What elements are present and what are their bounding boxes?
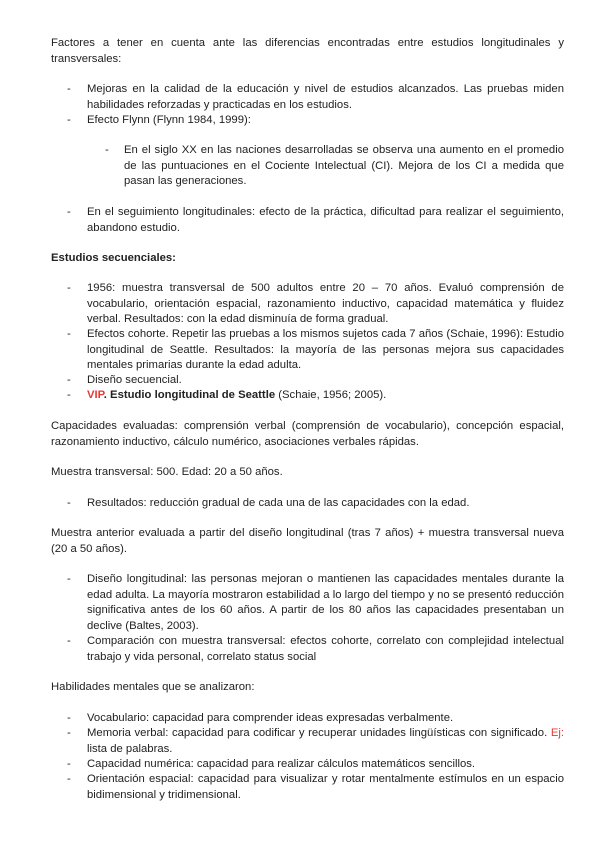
vip-title: . Estudio longitudinal de Seattle: [103, 389, 276, 401]
list-item-text: Orientación espacial: capacidad para visualizar y rotar mentalmente estímulos en un espacio bidimensional y tridimensional.: [87, 773, 564, 801]
list-item-resultados: [51, 496, 564, 512]
list-item-flynn: [51, 113, 564, 129]
list-item-longitudinal: [51, 572, 564, 634]
list-item-numerica: [51, 757, 564, 773]
memoria-text: Memoria verbal: capacidad para codificar y recuperar unidades lingüísticas con significado.: [87, 727, 551, 739]
list-item-text: Diseño secuencial.: [87, 374, 182, 386]
bullet-dash: -: [67, 206, 71, 218]
bullet-dash: -: [67, 635, 71, 647]
intro-paragraph: Factores a tener en cuenta ante las diferencias encontradas entre estudios longitudinales y transversales:: [51, 37, 564, 65]
list-item-mejoras: [51, 82, 564, 113]
list-item-text: En el siglo XX en las naciones desarrolladas se observa una aumento en el promedio de las puntuaciones en el Cociente Intelectual (CI). Mejora de los CI a medida que pasan las generaciones.: [124, 144, 564, 187]
list-item-text: Capacidad numérica: capacidad para realizar cálculos matemáticos sencillos.: [87, 758, 476, 770]
list-item-memoria: [51, 726, 564, 757]
capacidades-paragraph: Capacidades evaluadas: comprensión verbal (comprensión de vocabulario), concepción espacial, razonamiento inductivo, cálculo numérico, asociaciones verbales rápidas.: [51, 420, 564, 448]
list-item-text: Comparación con muestra transversal: efectos cohorte, correlato con complejidad intelectual trabajo y vida personal, correlato status social: [87, 635, 564, 663]
bullet-dash: -: [67, 114, 71, 126]
habilidades-paragraph: Habilidades mentales que se analizaron:: [51, 681, 255, 693]
bullet-dash: -: [67, 282, 71, 294]
bullet-dash: -: [105, 144, 109, 156]
ej-label: Ej:: [550, 727, 564, 739]
list-item-cohorte: [51, 327, 564, 374]
list-item-flynn-sub: [51, 143, 564, 190]
muestra-anterior-paragraph: Muestra anterior evaluada a partir del diseño longitudinal (tras 7 años) + muestra transversal nueva (20 a 50 años).: [51, 527, 564, 555]
list-item-orientacion: [51, 772, 564, 803]
list-item-text: Vocabulario: capacidad para comprender ideas expresadas verbalmente.: [87, 712, 454, 724]
bullet-dash: -: [67, 712, 71, 724]
list-item-text: [87, 388, 564, 404]
section-heading: Estudios secuenciales:: [51, 252, 176, 264]
list-item-text: [87, 726, 564, 757]
list-item-1956: [51, 281, 564, 328]
bullet-dash: -: [67, 374, 71, 386]
list-item-seguimiento: [51, 205, 564, 236]
bullet-dash: -: [67, 758, 71, 770]
bullet-dash: -: [67, 389, 71, 401]
list-item-text: Efectos cohorte. Repetir las pruebas a los mismos sujetos cada 7 años (Schaie, 1996): Estudio longitudinal de Seattle. Resultados: la mayoría de las personas mejora sus capacidades mentales primarias durante la edad adulta.: [87, 328, 564, 371]
list-item-text: Diseño longitudinal: las personas mejoran o mantienen las capacidades mentales durante la edad adulta. La mayoría mostraron estabilidad a lo largo del tiempo y no se presentó reducción significativa antes de los 60 años. A partir de los 80 años las capacidades presentaban un declive (Baltes, 2003).: [87, 573, 564, 632]
list-item-vip: [51, 388, 564, 404]
memoria-rest: lista de palabras.: [87, 742, 173, 755]
bullet-dash: -: [67, 328, 71, 340]
bullet-dash: -: [67, 727, 71, 739]
bullet-dash: -: [67, 573, 71, 585]
list-item-comparacion: [51, 634, 564, 665]
list-item-text: Mejoras en la calidad de la educación y nivel de estudios alcanzados. Las pruebas miden habilidades reforzadas y practicadas en los estudios.: [87, 83, 564, 111]
bullet-dash: -: [67, 83, 71, 95]
list-item-text: Efecto Flynn (Flynn 1984, 1999):: [87, 114, 251, 126]
list-item-text: Resultados: reducción gradual de cada una de las capacidades con la edad.: [87, 497, 470, 509]
bullet-dash: -: [67, 773, 71, 785]
vip-tag: VIP: [87, 389, 104, 401]
list-item-text: En el seguimiento longitudinales: efecto de la práctica, dificultad para realizar el seguimiento, abandono estudio.: [87, 206, 564, 234]
list-item-text: 1956: muestra transversal de 500 adultos entre 20 – 70 años. Evaluó comprensión de vocabulario, orientación espacial, razonamiento inductivo, capacidad matemática y fluidez verbal. Resultados: con la edad disminuía de forma gradual.: [87, 282, 564, 325]
muestra-paragraph: Muestra transversal: 500. Edad: 20 a 50 años.: [51, 466, 283, 478]
list-item-diseno: [51, 373, 564, 389]
list-item-vocabulario: [51, 711, 564, 727]
bullet-dash: -: [67, 497, 71, 509]
vip-reference: (Schaie, 1956; 2005).: [275, 389, 387, 401]
